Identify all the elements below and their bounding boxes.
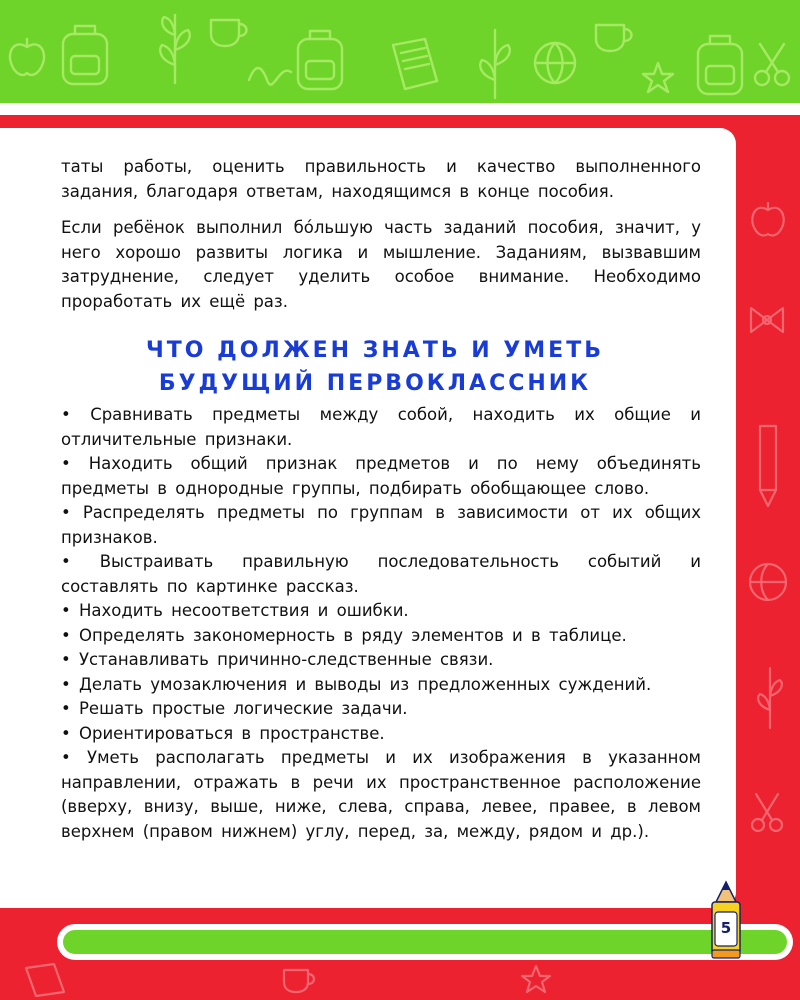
- intro-paragraph-1: таты работы, оценить правильность и качество выполненного задания, благодаря ответам, находящимся в конце пособия.: [61, 157, 701, 201]
- list-item: • Ориентироваться в пространстве.: [61, 722, 701, 747]
- star-icon: [640, 60, 676, 96]
- skills-list: [61, 403, 701, 844]
- scissors-icon: [748, 790, 788, 836]
- ball-icon: [746, 560, 790, 604]
- cup-icon: [205, 10, 255, 50]
- leaf-branch-icon: [750, 660, 790, 730]
- backpack-icon: [290, 25, 350, 95]
- intro-paragraph-2: Если ребёнок выполнил бóльшую часть заданий пособия, значит, у него хорошо развиты логика и мышление. Заданиям, вызвавшим затруднение, следует уделить особое внимание. Необходимо проработать их ещё раз.: [61, 218, 701, 311]
- list-item: • Определять закономерность в ряду элементов и в таблице.: [61, 624, 701, 649]
- list-item: • Решать простые логические задачи.: [61, 697, 701, 722]
- footer-bar-stripe: [63, 930, 787, 954]
- list-item: • Находить несоответствия и ошибки.: [61, 599, 701, 624]
- apple-icon: [5, 35, 50, 80]
- cup-icon: [590, 15, 640, 55]
- decorative-top-band: [0, 0, 800, 103]
- bow-icon: [745, 300, 790, 350]
- section-heading: [100, 334, 650, 400]
- page-number: 5: [720, 919, 732, 937]
- list-item: • Устанавливать причинно-следственные связи.: [61, 648, 701, 673]
- ball-icon: [530, 38, 580, 88]
- leaf-branch-icon: [150, 5, 200, 85]
- list-item: • Распределять предметы по группам в зависимости от их общих признаков.: [61, 501, 701, 550]
- list-item: • Уметь располагать предметы и их изображения в указанном направлении, отражать в речи их пространственное расположение (вверху, внизу, выше, ниже, слева, справа, левее, правее, в левом верхнем (правом нижнем) углу, перед, за, между, рядом и др.).: [61, 746, 701, 844]
- top-band-divider: [0, 103, 800, 115]
- section-heading-line-1: ЧТО ДОЛЖЕН ЗНАТЬ И УМЕТЬ: [146, 338, 604, 363]
- book-icon: [20, 962, 70, 998]
- book-icon: [385, 35, 445, 95]
- pencil-icon: [748, 420, 788, 510]
- squiggle-icon: [245, 60, 295, 90]
- list-item: • Делать умозаключения и выводы из предложенных суждений.: [61, 673, 701, 698]
- apple-icon: [748, 200, 788, 240]
- scissors-icon: [750, 40, 795, 90]
- list-item: • Сравнивать предметы между собой, находить их общие и отличительные признаки.: [61, 403, 701, 452]
- list-item: • Выстраивать правильную последовательность событий и составлять по картинке рассказ.: [61, 550, 701, 599]
- backpack-icon: [55, 20, 115, 90]
- star-icon: [520, 964, 552, 996]
- backpack-icon: [690, 30, 750, 100]
- section-heading-line-2: БУДУЩИЙ ПЕРВОКЛАССНИК: [158, 371, 592, 396]
- cup-icon: [280, 964, 320, 996]
- list-item: • Находить общий признак предметов и по нему объединять предметы в однородные группы, подбирать обобщающее слово.: [61, 452, 701, 501]
- leaf-branch-icon: [470, 20, 520, 100]
